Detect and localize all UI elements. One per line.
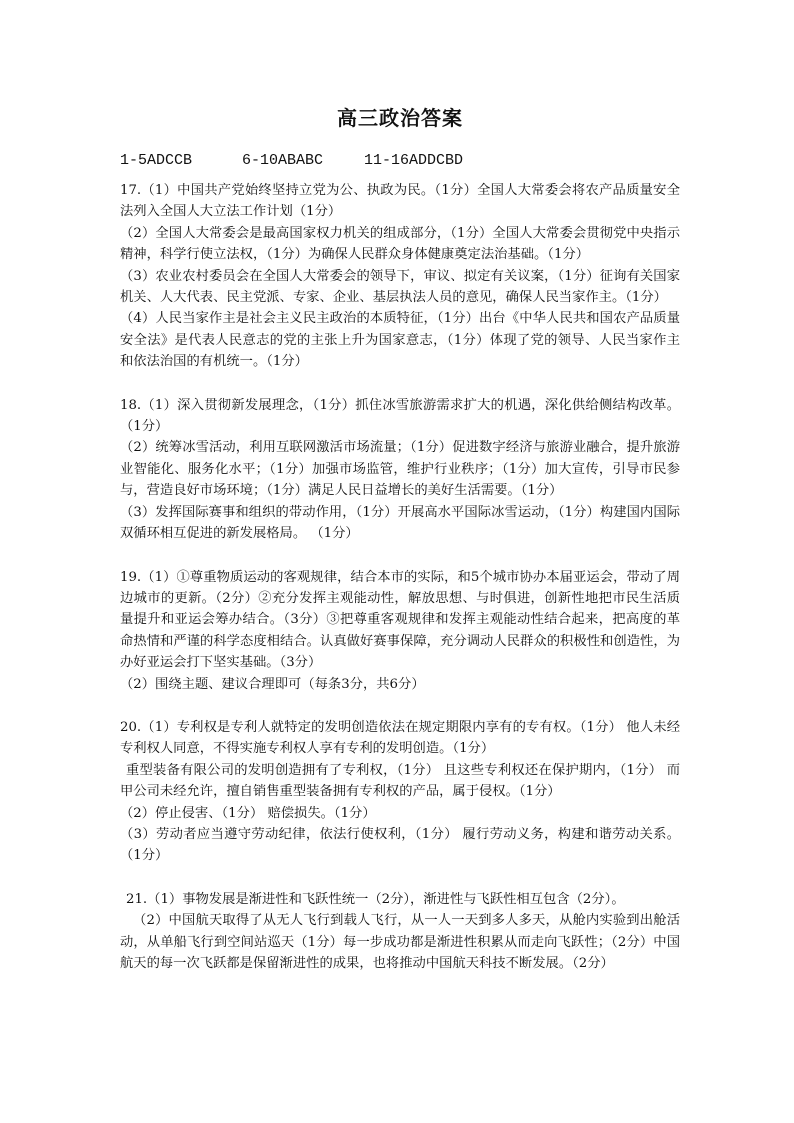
q17-part-2: （2）全国人大常委会是最高国家权力机关的组成部分，（1分）全国人大常委会贯彻党中央指示精神，科学行使立法权，（1分）为确保人民群众身体健康奠定法治基础。（1分）: [120, 225, 680, 263]
q19-part-1: 19.（1）①尊重物质运动的客观规律，结合本市的实际，和5个城市协办本届亚运会，带动了周边城市的更新。（2分）②充分发挥主观能动性，解放思想、与时俱进，创新性地把市民生活质量提升和亚运会筹办结合。（3分）③把尊重客观规律和发挥主观能动性结合起来，把高度的革命热情和严谨的科学态度相结合。认真做好赛事保障，充分调动人民群众的积极性和创造性，为办好亚运会打下坚实基础。（3分）: [120, 569, 680, 671]
q18-part-3: （3）发挥国际赛事和组织的带动作用，（1分）开展高水平国际冰雪运动，（1分）构建国内国际双循环相互促进的新发展格局。 （1分）: [120, 504, 680, 542]
q17-part-1: 17.（1）中国共产党始终坚持立党为公、执政为民。（1分）全国人大常委会将农产品质量安全法列入全国人大立法工作计划（1分）: [120, 183, 680, 220]
question-19: [120, 567, 680, 695]
spacer: [120, 373, 680, 395]
mc-group-3: 11-16ADDCBD: [364, 152, 464, 169]
q20-part-2: （2）停止侵害、（1分） 赔偿损失。（1分）: [120, 805, 376, 821]
multiple-choice-answers: [120, 150, 680, 172]
spacer: [120, 867, 680, 889]
question-21: [120, 889, 680, 975]
mc-group-2: 6-10ABABC: [242, 152, 324, 169]
question-17: [120, 180, 680, 373]
q18-part-1: 18.（1）深入贯彻新发展理念，（1分）抓住冰雪旅游需求扩大的机遇，深化供给侧结构改革。（1分）: [120, 397, 680, 435]
question-18: [120, 395, 680, 545]
answer-document: [120, 104, 680, 974]
q21-part-1: 21.（1）事物发展是渐进性和飞跃性统一（2分），渐进性与飞跃性相互包含（2分）。: [126, 891, 625, 907]
spacer: [120, 545, 680, 567]
q19-part-2: （2）围绕主题、建议合理即可（每条3分，共6分）: [120, 676, 425, 692]
q21-part-2: （2）中国航天取得了从无人飞行到载人飞行，从一人一天到多人多天，从舱内实验到出舱活动，从单船飞行到空间站巡天（1分）每一步成功都是渐进性积累从而走向飞跃性；（2分）中国航天的每一次飞跃都是保留渐进性的成果，也将推动中国航天科技不断发展。（2分）: [120, 913, 680, 971]
q20-part-3: （3）劳动者应当遵守劳动纪律，依法行使权利，（1分） 履行劳动义务，构建和谐劳动关系。（1分）: [120, 826, 680, 864]
question-20: [120, 717, 680, 867]
q20-part-1: 20.（1）专利权是专利人就特定的发明创造依法在规定期限内享有的专有权。（1分） 他人未经专利权人同意，不得实施专利权人享有专利的发明创造。（1分）: [120, 719, 680, 757]
page-title: 高三政治答案: [337, 106, 463, 130]
mc-group-1: 1-5ADCCB: [120, 152, 193, 169]
q18-part-2: （2）统筹冰雪活动，利用互联网激活市场流量；（1分）促进数字经济与旅游业融合，提升旅游业智能化、服务化水平；（1分）加强市场监管，维护行业秩序；（1分）加大宣传，引导市民参与，营造良好市场环境；（1分）满足人民日益增长的美好生活需要。（1分）: [120, 440, 680, 499]
q17-part-4: （4）人民当家作主是社会主义民主政治的本质特征，（1分）出台《中华人民共和国农产品质量安全法》是代表人民意志的党的主张上升为国家意志，（1分）体现了党的领导、人民当家作主和依法治国的有机统一。（1分）: [120, 311, 680, 370]
q17-part-3: （3）农业农村委员会在全国人大常委会的领导下，审议、拟定有关议案，（1分）征询有关国家机关、人大代表、民主党派、专家、企业、基层执法人员的意见，确保人民当家作主。（1分）: [120, 268, 680, 306]
spacer: [120, 695, 680, 717]
q20-analysis: 重型装备有限公司的发明创造拥有了专利权，（1分） 且这些专利权还在保护期内，（1分） 而甲公司未经允许，擅自销售重型装备拥有专利权的产品，属于侵权。（1分）: [120, 762, 680, 800]
